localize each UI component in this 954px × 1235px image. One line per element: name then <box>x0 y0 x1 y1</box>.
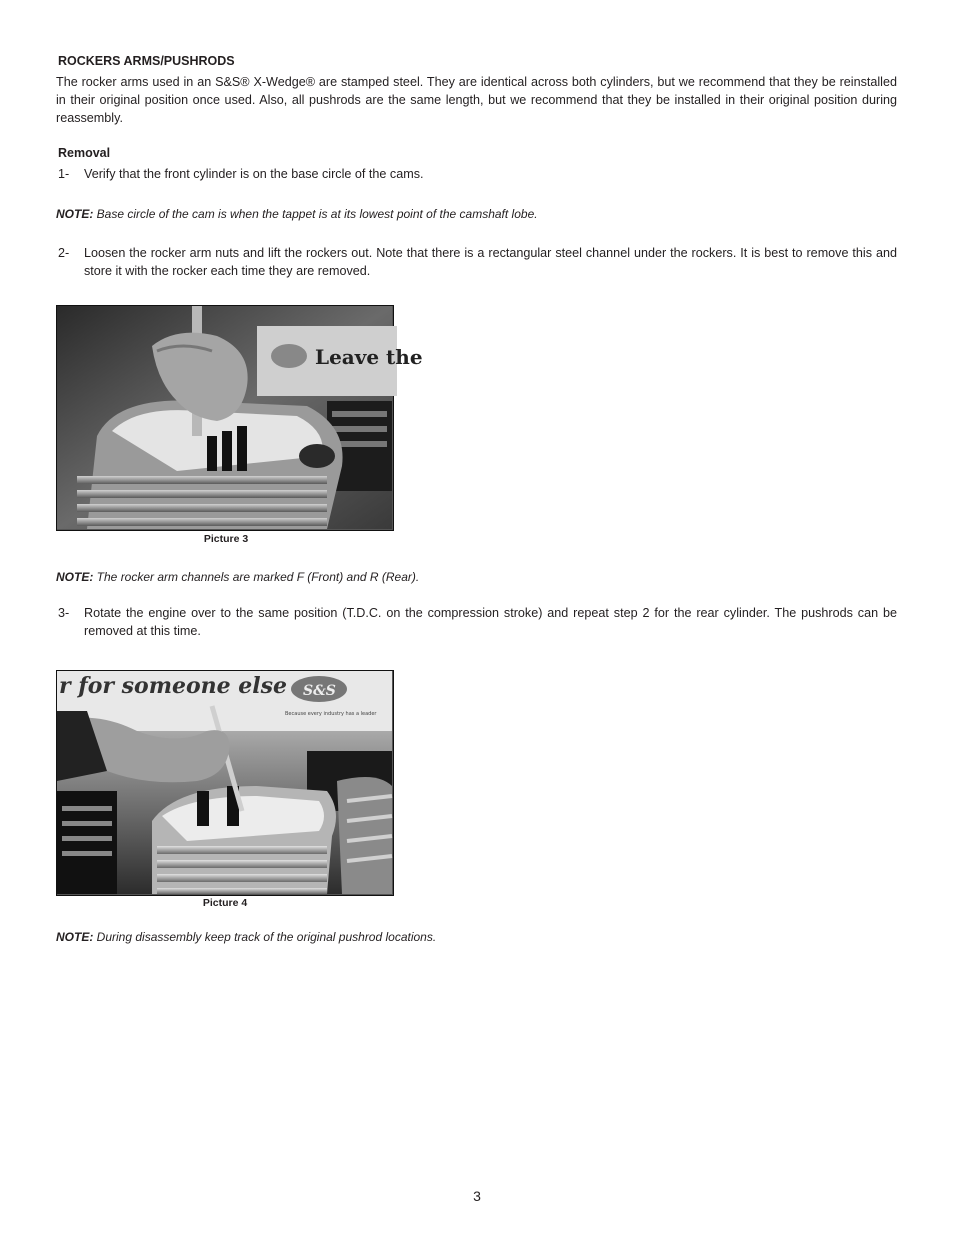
tagline: Because every industry has a leader <box>285 711 377 717</box>
banner-text: r for someone else <box>59 673 288 699</box>
note-base-circle <box>56 207 897 221</box>
section-title: ROCKERS ARMS/PUSHRODS <box>58 54 235 68</box>
note-label: NOTE: <box>56 930 94 944</box>
note-pushrod-locations <box>56 930 897 944</box>
picture-3-photo <box>56 305 423 531</box>
logo-text: S&S <box>303 683 336 699</box>
step-2-number: 2- <box>58 246 70 260</box>
note-channel-marking <box>56 570 897 584</box>
note-text: The rocker arm channels are marked F (Front) and R (Rear). <box>93 570 420 584</box>
step-1-number: 1- <box>58 167 70 181</box>
note-text: During disassembly keep track of the original pushrod locations. <box>93 930 437 944</box>
step-2-text: Loosen the rocker arm nuts and lift the rockers out. Note that there is a rectangular steel channel under the rockers. It is best to remove this and store it with the rocker each time they are removed. <box>84 246 897 278</box>
step-3 <box>58 604 897 640</box>
step-3-number: 3- <box>58 606 70 620</box>
page-number: 3 <box>473 1188 481 1204</box>
note-text: Base circle of the cam is when the tappet is at its lowest point of the camshaft lobe. <box>93 207 538 221</box>
banner-text: Leave the <box>315 345 423 369</box>
picture-3-caption: Picture 3 <box>203 533 249 545</box>
note-label: NOTE: <box>56 570 94 584</box>
picture-4-photo <box>56 670 394 896</box>
step-1-text: Verify that the front cylinder is on the base circle of the cams. <box>84 167 424 181</box>
intro-paragraph: The rocker arms used in an S&S® X-Wedge® are stamped steel. They are identical across both cylinders, but we recommend that they be reinstalled in their original position once used. Also, all pushrods are the same length, but we recommend that they be installed in their original position during reassembly. <box>56 75 897 125</box>
step-1 <box>58 165 897 183</box>
removal-heading: Removal <box>58 146 111 160</box>
picture-4-caption: Picture 4 <box>202 897 248 909</box>
step-2 <box>58 244 897 280</box>
step-3-text: Rotate the engine over to the same position (T.D.C. on the compression stroke) and repeat step 2 for the rear cylinder. The pushrods can be removed at this time. <box>84 606 897 638</box>
note-label: NOTE: <box>56 207 94 221</box>
